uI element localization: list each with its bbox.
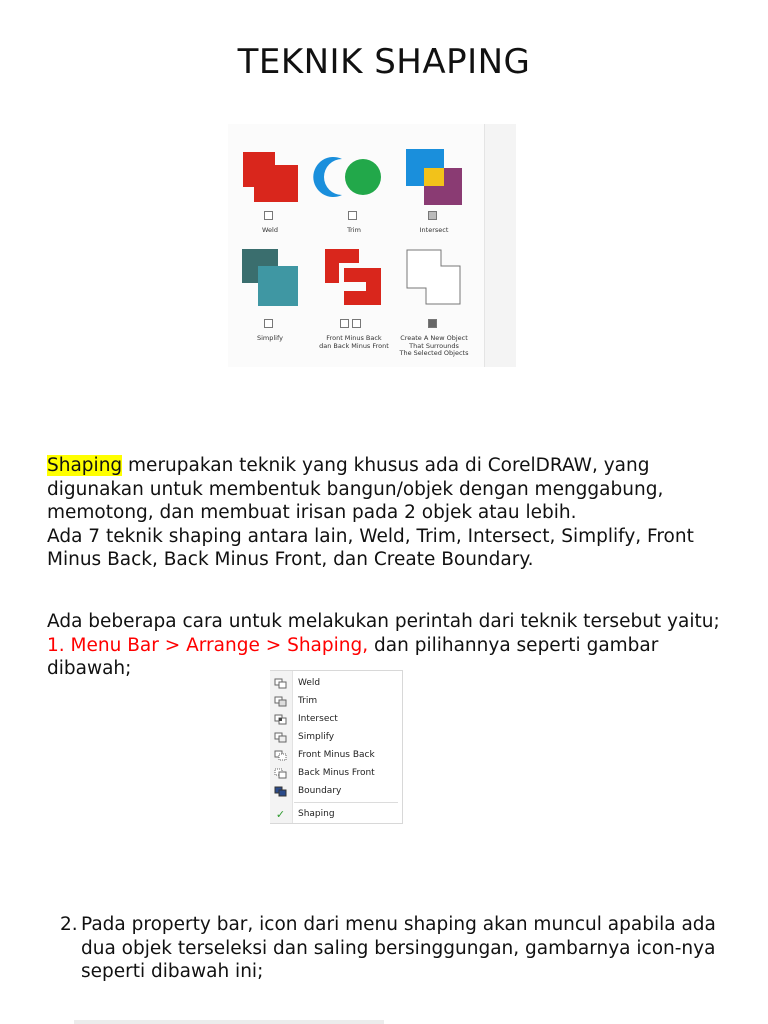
intro-line-3: memotong, dan membuat irisan pada 2 objek atau lebih. bbox=[47, 502, 577, 523]
menu-item-back-minus-front[interactable]: Back Minus Front bbox=[270, 765, 402, 782]
list-text: Pada property bar, icon dari menu shaping akan muncul apabila ada dua objek terseleksi dan saling bersinggungan, gambarnya icon-nya seperti dibawah ini; bbox=[81, 914, 716, 982]
menu-separator bbox=[294, 802, 398, 803]
menu-item-shaping[interactable]: ✓ Shaping bbox=[275, 808, 335, 821]
boundary-icon bbox=[428, 319, 437, 328]
trim-icon bbox=[348, 211, 357, 220]
menu-item-front-minus-back[interactable]: Front Minus Back bbox=[270, 747, 402, 764]
menu-item-trim[interactable]: Trim bbox=[270, 693, 402, 710]
front-minus-back-icon bbox=[340, 319, 349, 328]
method-line-2: 1. Menu Bar > Arrange > Shaping, dan pilihannya seperti gambar bbox=[47, 634, 659, 656]
front-back-caption: Front Minus Back dan Back Minus Front bbox=[319, 334, 389, 350]
intro-line-2: digunakan untuk membentuk bangun/objek dengan menggabung, bbox=[47, 478, 664, 500]
trim-shape bbox=[313, 157, 381, 197]
weld-caption: Weld bbox=[262, 226, 278, 234]
shaping-menu-screenshot bbox=[270, 670, 403, 824]
list-number: 2. bbox=[60, 914, 78, 935]
simplify-icon bbox=[264, 319, 273, 328]
method-line-3: dibawah; bbox=[47, 658, 132, 679]
intersect-icon bbox=[274, 714, 287, 725]
create-boundary-caption: Create A New Object That Surrounds The Selected Objects bbox=[399, 334, 469, 357]
simplify-shape bbox=[242, 249, 298, 306]
weld-icon bbox=[264, 211, 273, 220]
menu-item-simplify[interactable]: Simplify bbox=[270, 729, 402, 746]
weld-shape bbox=[243, 152, 298, 202]
page-title: TEKNIK SHAPING bbox=[237, 42, 531, 82]
intro-line-1: Shaping merupakan teknik yang khusus ada di CorelDRAW, yang bbox=[47, 455, 650, 476]
next-image-edge bbox=[74, 1020, 384, 1024]
highlight-shaping: Shaping bbox=[47, 455, 123, 476]
shaping-shapes-svg bbox=[228, 124, 484, 367]
boundary-icon bbox=[274, 786, 287, 797]
intersect-icon bbox=[428, 211, 437, 220]
trim-icon bbox=[274, 696, 287, 707]
front-minus-back-icon bbox=[274, 750, 287, 761]
shaping-figure bbox=[228, 124, 516, 367]
trim-caption: Trim bbox=[347, 226, 361, 234]
intro-line-5: Minus Back, Back Minus Front, dan Create Boundary. bbox=[47, 549, 534, 570]
intersect-caption: Intersect bbox=[419, 226, 449, 234]
menu-item-boundary[interactable]: Boundary bbox=[270, 783, 402, 800]
back-minus-front-icon bbox=[352, 319, 361, 328]
shaping-figure-card bbox=[228, 124, 485, 367]
front-minus-back-shape bbox=[325, 249, 381, 305]
simplify-caption: Simplify bbox=[256, 334, 284, 342]
boundary-shape bbox=[407, 250, 460, 304]
menu-item-weld[interactable]: Weld bbox=[270, 675, 402, 692]
menu-path-text: 1. Menu Bar > Arrange > Shaping, bbox=[47, 634, 369, 656]
intro-paragraph bbox=[47, 454, 694, 572]
method-line-1: Ada beberapa cara untuk melakukan perintah dari teknik tersebut yaitu; bbox=[47, 611, 720, 632]
back-minus-front-icon bbox=[274, 768, 287, 779]
check-icon: ✓ bbox=[275, 808, 286, 821]
intersect-shape bbox=[406, 149, 462, 205]
simplify-icon bbox=[274, 732, 287, 743]
weld-icon bbox=[274, 678, 287, 689]
menu-item-intersect[interactable]: Intersect bbox=[270, 711, 402, 728]
intro-line-4: Ada 7 teknik shaping antara lain, Weld, Trim, Intersect, Simplify, Front bbox=[47, 525, 694, 547]
